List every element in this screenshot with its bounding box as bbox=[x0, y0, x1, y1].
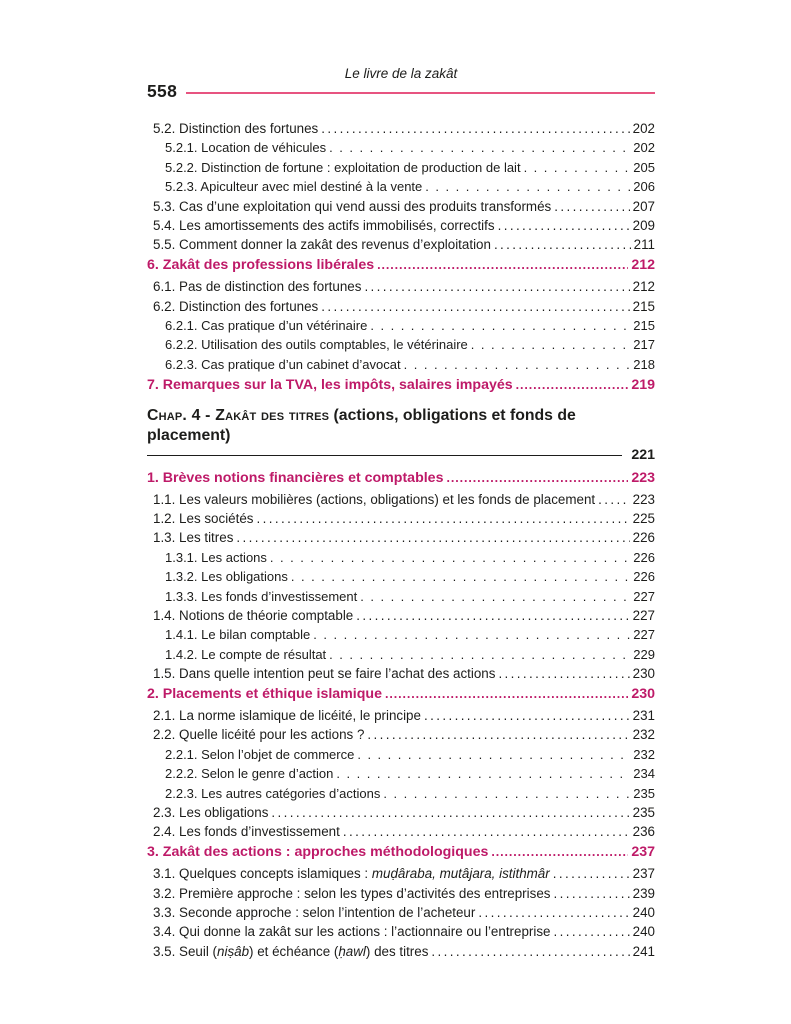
toc-entry bbox=[147, 355, 655, 374]
toc-entry-page: 241 bbox=[632, 943, 655, 959]
toc-entry-label: 5.4. Les amortissements des actifs immobilisés, correctifs bbox=[153, 218, 495, 234]
toc-entry bbox=[147, 685, 655, 704]
toc-entry bbox=[147, 745, 655, 764]
chapter-title: Chap. 4 - Zakât des titres (actions, obligations et fonds de placement) bbox=[147, 407, 576, 445]
toc-entry-label: 1.4.1. Le bilan comptable bbox=[165, 627, 311, 643]
toc-entry-page: 232 bbox=[632, 727, 655, 743]
toc-entry-page: 234 bbox=[633, 766, 655, 782]
dot-leader bbox=[595, 490, 630, 509]
toc-entry-page: 223 bbox=[632, 491, 655, 507]
toc-entry bbox=[147, 316, 655, 335]
dot-leader bbox=[495, 664, 629, 683]
header-rule bbox=[186, 92, 655, 94]
dot-leader bbox=[333, 764, 630, 783]
toc-entry bbox=[147, 784, 655, 803]
dot-leader bbox=[550, 884, 629, 903]
toc-entry-label: 2.3. Les obligations bbox=[153, 805, 269, 820]
toc-entry bbox=[147, 335, 655, 354]
toc-entry-page: 230 bbox=[631, 686, 655, 703]
toc-list bbox=[147, 119, 655, 961]
toc-entry-label: 6.2.2. Utilisation des outils comptables, le vétérinaire bbox=[165, 337, 468, 353]
dot-leader bbox=[233, 528, 629, 547]
dot-leader bbox=[318, 119, 629, 138]
toc-entry bbox=[147, 216, 655, 235]
toc-entry-label: 5.2.2. Distinction de fortune : exploitation de production de lait bbox=[165, 159, 521, 175]
toc-entry-page: 235 bbox=[632, 805, 655, 820]
toc-entry bbox=[147, 490, 655, 509]
dot-leader bbox=[310, 625, 630, 644]
toc-entry-page: 237 bbox=[632, 866, 655, 882]
toc-entry-label: 2.2.3. Les autres catégories d’actions bbox=[165, 785, 381, 801]
chapter-heading bbox=[147, 406, 655, 465]
dot-leader bbox=[421, 706, 630, 725]
toc-entry-page: 227 bbox=[633, 627, 655, 643]
toc-entry bbox=[147, 256, 655, 275]
toc-entry-page: 226 bbox=[632, 530, 655, 546]
dot-leader bbox=[380, 784, 630, 803]
toc-entry-page: 206 bbox=[633, 179, 655, 195]
dot-leader bbox=[521, 158, 631, 177]
chapter-rule bbox=[147, 455, 622, 456]
dot-leader bbox=[267, 548, 630, 567]
toc-entry bbox=[147, 864, 655, 883]
toc-entry bbox=[147, 197, 655, 216]
dot-leader bbox=[374, 256, 628, 275]
toc-entry bbox=[147, 843, 655, 862]
dot-leader bbox=[491, 235, 631, 254]
toc-entry-label: 1.4. Notions de théorie comptable bbox=[153, 607, 354, 623]
toc-entry-page: 207 bbox=[632, 198, 655, 214]
toc-entry-page: 227 bbox=[633, 588, 655, 604]
toc-entry bbox=[147, 119, 655, 138]
dot-leader bbox=[443, 469, 628, 488]
toc-entry bbox=[147, 764, 655, 783]
dot-leader bbox=[367, 316, 630, 335]
dot-leader bbox=[550, 864, 630, 883]
toc-entry-page: 218 bbox=[633, 356, 655, 372]
toc-entry-page: 226 bbox=[633, 549, 655, 565]
toc-entry-label: 1.4.2. Le compte de résultat bbox=[165, 646, 327, 662]
toc-entry bbox=[147, 645, 655, 664]
toc-entry bbox=[147, 922, 655, 941]
toc-entry-label: 1.1. Les valeurs mobilières (actions, obligations) et les fonds de placement bbox=[153, 491, 596, 507]
toc-entry-label: 3.4. Qui donne la zakât sur les actions : l’actionnaire ou l’entreprise bbox=[153, 924, 551, 940]
toc-entry-page: 229 bbox=[633, 646, 655, 662]
dot-leader bbox=[513, 376, 629, 395]
toc-entry-page: 240 bbox=[632, 905, 655, 921]
dot-leader bbox=[353, 606, 629, 625]
toc-entry bbox=[147, 528, 655, 547]
dot-leader bbox=[254, 509, 630, 528]
toc-entry-label: 6.2. Distinction des fortunes bbox=[153, 298, 319, 314]
toc-entry-label: 2.2. Quelle licéité pour les actions ? bbox=[153, 727, 365, 743]
dot-leader bbox=[268, 803, 629, 822]
dot-leader bbox=[364, 725, 629, 744]
dot-leader bbox=[354, 745, 630, 764]
toc-entry-page: 205 bbox=[633, 159, 655, 175]
toc-entry-label: 5.2. Distinction des fortunes bbox=[153, 121, 319, 136]
toc-entry-page: 215 bbox=[633, 318, 655, 334]
toc-entry-page: 211 bbox=[633, 237, 655, 253]
toc-entry bbox=[147, 177, 655, 196]
toc-entry-label: 6.2.3. Cas pratique d’un cabinet d’avocat bbox=[165, 356, 401, 372]
toc-entry-label: 6.2.1. Cas pratique d’un vétérinaire bbox=[165, 318, 368, 334]
toc-entry-page: 212 bbox=[631, 257, 655, 274]
toc-entry-label: 1.3. Les titres bbox=[153, 530, 234, 546]
toc-entry-page: 226 bbox=[633, 569, 655, 585]
dot-leader bbox=[550, 922, 629, 941]
dot-leader bbox=[551, 197, 629, 216]
toc-entry bbox=[147, 942, 655, 961]
toc-entry-label: 1. Brèves notions financières et comptables bbox=[147, 469, 444, 486]
toc-entry-page: 231 bbox=[632, 707, 655, 723]
dot-leader bbox=[288, 567, 630, 586]
toc-entry-page: 202 bbox=[632, 121, 655, 136]
toc-entry bbox=[147, 548, 655, 567]
dot-leader bbox=[326, 645, 630, 664]
toc-entry bbox=[147, 822, 655, 841]
toc-entry-label: 1.3.3. Les fonds d’investissement bbox=[165, 588, 358, 604]
toc-entry-page: 236 bbox=[632, 824, 655, 840]
toc-entry-label: 2. Placements et éthique islamique bbox=[147, 686, 382, 703]
toc-entry-label: 6.1. Pas de distinction des fortunes bbox=[153, 279, 362, 295]
toc-entry bbox=[147, 664, 655, 683]
toc-entry-label: 3.5. Seuil (niṣâb) et échéance (ḥawl) des titres bbox=[153, 943, 429, 959]
toc-entry bbox=[147, 277, 655, 296]
dot-leader bbox=[382, 685, 628, 704]
dot-leader bbox=[468, 335, 631, 354]
toc-entry-label: 2.2.2. Selon le genre d’action bbox=[165, 766, 334, 782]
toc-entry-page: 219 bbox=[631, 376, 655, 393]
toc-entry-page: 209 bbox=[632, 218, 655, 234]
toc-entry-label: 1.3.1. Les actions bbox=[165, 549, 267, 565]
toc-entry-page: 230 bbox=[632, 666, 655, 682]
toc-entry bbox=[147, 903, 655, 922]
toc-entry-page: 215 bbox=[632, 298, 655, 314]
toc-entry-label: 1.5. Dans quelle intention peut se faire l’achat des actions bbox=[153, 666, 496, 682]
toc-entry-page: 235 bbox=[633, 785, 655, 801]
toc-entry bbox=[147, 587, 655, 606]
toc-entry-label: 3.2. Première approche : selon les types d’activités des entreprises bbox=[153, 885, 551, 901]
dot-leader bbox=[401, 355, 631, 374]
toc-entry-page: 223 bbox=[631, 469, 655, 486]
toc-entry bbox=[147, 235, 655, 254]
toc-entry bbox=[147, 884, 655, 903]
toc-entry-label: 3. Zakât des actions : approches méthodologiques bbox=[147, 844, 489, 861]
page-header bbox=[147, 66, 655, 100]
toc-entry-label: 5.3. Cas d’une exploitation qui vend aussi des produits transformés bbox=[153, 198, 552, 214]
dot-leader bbox=[326, 138, 630, 157]
toc-entry bbox=[147, 606, 655, 625]
toc-entry-page: 239 bbox=[632, 885, 655, 901]
toc-entry-label: 5.5. Comment donner la zakât des revenus d’exploitation bbox=[153, 237, 491, 253]
toc-entry-label: 2.2.1. Selon l’objet de commerce bbox=[165, 746, 355, 762]
toc-entry-label: 2.4. Les fonds d’investissement bbox=[153, 824, 340, 840]
toc-entry-label: 5.2.1. Location de véhicules bbox=[165, 140, 327, 156]
toc-entry-label: 1.3.2. Les obligations bbox=[165, 569, 288, 585]
toc-entry-page: 237 bbox=[631, 844, 655, 861]
toc-entry-label: 3.1. Quelques concepts islamiques : muḍâraba, mutâjara, istithmâr bbox=[153, 866, 550, 882]
dot-leader bbox=[318, 297, 629, 316]
dot-leader bbox=[340, 822, 630, 841]
toc-entry-page: 232 bbox=[633, 746, 655, 762]
dot-leader bbox=[361, 277, 629, 296]
toc-entry-label: 5.2.3. Apiculteur avec miel destiné à la vente bbox=[165, 179, 423, 195]
dot-leader bbox=[357, 587, 630, 606]
toc-entry bbox=[147, 469, 655, 488]
toc-entry-label: 7. Remarques sur la TVA, les impôts, salaires impayés bbox=[147, 376, 513, 393]
toc-entry bbox=[147, 158, 655, 177]
toc-entry bbox=[147, 297, 655, 316]
toc-entry bbox=[147, 625, 655, 644]
dot-leader bbox=[495, 216, 630, 235]
toc-entry-page: 240 bbox=[632, 924, 655, 940]
toc-entry-page: 217 bbox=[633, 337, 655, 353]
toc-entry-page: 227 bbox=[632, 607, 655, 623]
toc-entry bbox=[147, 376, 655, 395]
page-number: 558 bbox=[147, 81, 178, 101]
chapter-page-number: 221 bbox=[631, 447, 655, 464]
toc-entry-page: 202 bbox=[633, 140, 655, 156]
toc-entry bbox=[147, 706, 655, 725]
toc-entry bbox=[147, 138, 655, 157]
toc-entry-label: 1.2. Les sociétés bbox=[153, 510, 254, 526]
toc-entry bbox=[147, 803, 655, 822]
dot-leader bbox=[488, 843, 628, 862]
dot-leader bbox=[422, 177, 630, 196]
dot-leader bbox=[475, 903, 629, 922]
toc-entry-label: 6. Zakât des professions libérales bbox=[147, 257, 375, 274]
toc-entry-label: 3.3. Seconde approche : selon l’intention de l’acheteur bbox=[153, 905, 476, 921]
toc-entry bbox=[147, 509, 655, 528]
toc-entry-label: 2.1. La norme islamique de licéité, le principe bbox=[153, 707, 421, 723]
running-title: Le livre de la zakât bbox=[344, 66, 458, 81]
toc-entry-page: 212 bbox=[632, 279, 655, 295]
toc-entry bbox=[147, 567, 655, 586]
dot-leader bbox=[428, 942, 629, 961]
toc-entry-page: 225 bbox=[632, 510, 655, 526]
toc-entry bbox=[147, 725, 655, 744]
